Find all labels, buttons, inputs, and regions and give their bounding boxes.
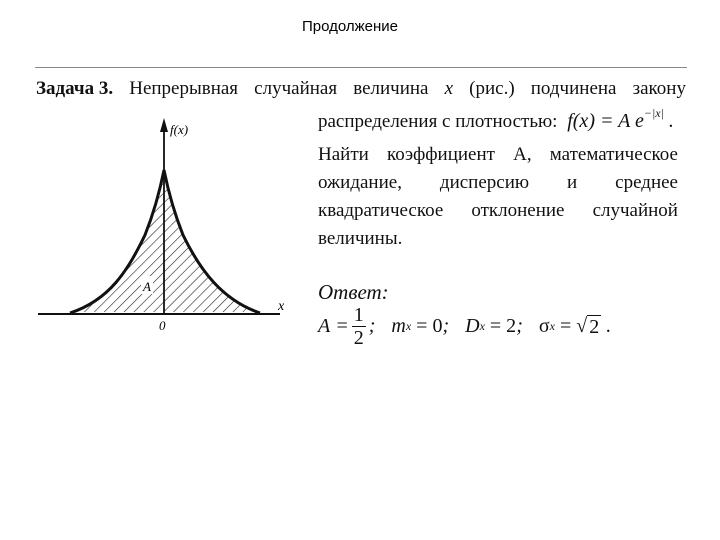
fraction-numerator: 1 — [353, 304, 364, 326]
shaded-area — [75, 170, 258, 312]
word: подчинена — [530, 78, 617, 99]
slide-title: Продолжение — [301, 18, 399, 35]
word: А, — [513, 144, 532, 165]
answer-D-sub: x — [479, 319, 485, 333]
formula-end: . — [668, 110, 674, 132]
line-text: распределения с плотностью: — [318, 111, 558, 132]
answer-formula: A = $\frac{1}{2}$ ; m x = 0 ; D x = 2 ; σ x = √ 2 . — [318, 304, 612, 349]
answer-D-value: = 2 — [489, 315, 517, 337]
word: случайной — [592, 200, 678, 221]
y-axis-arrow — [160, 118, 168, 132]
separator: ; — [442, 315, 450, 337]
word: и — [567, 172, 578, 193]
answer-sigma-name: σ — [538, 315, 550, 337]
separator: ; — [368, 315, 376, 337]
word: дисперсию — [439, 172, 530, 193]
area-label: A — [143, 279, 151, 294]
answer-m-sub: x — [405, 319, 412, 333]
answer-m-value: = 0 — [416, 315, 443, 337]
answer-m-name: m — [391, 315, 406, 337]
variable-x: x — [444, 78, 454, 99]
problem-label: Задача 3. — [36, 78, 114, 99]
x-axis-label: x — [278, 299, 285, 314]
word: случайная — [254, 78, 338, 99]
word: математическое — [549, 144, 678, 165]
answer-sigma-eq: = — [559, 315, 572, 337]
answer-end: . — [606, 315, 612, 337]
word: квадратическое — [318, 200, 444, 221]
word: величина — [353, 78, 429, 99]
fraction-denominator: 2 — [353, 327, 364, 349]
answer-heading: Ответ: — [318, 280, 389, 304]
word: ожидание, — [318, 172, 402, 193]
separator: ; — [516, 315, 523, 337]
answer-sqrt-arg: 2 — [589, 315, 600, 338]
formula-lhs: f(x) — [567, 110, 595, 132]
word: (рис.) — [469, 78, 515, 99]
word: отклонение — [471, 200, 565, 221]
formula-eq: = — [599, 110, 614, 132]
problem-line-6: величины. — [318, 228, 403, 249]
formula-exponent: −|x| — [643, 106, 664, 120]
answer-D-name: D — [465, 315, 480, 337]
answer-sigma-sub: x — [549, 319, 555, 333]
origin-label: 0 — [159, 318, 166, 333]
word: закону — [632, 78, 686, 99]
word: Найти — [318, 144, 369, 165]
word: среднее — [615, 172, 678, 193]
y-axis-label: f(x) — [170, 122, 189, 137]
word: коэффициент — [386, 144, 495, 165]
word: Непрерывная — [129, 78, 239, 99]
answer-A-name: A — [318, 315, 331, 337]
formula-base: e — [634, 110, 644, 132]
formula-coef: A — [618, 110, 630, 132]
